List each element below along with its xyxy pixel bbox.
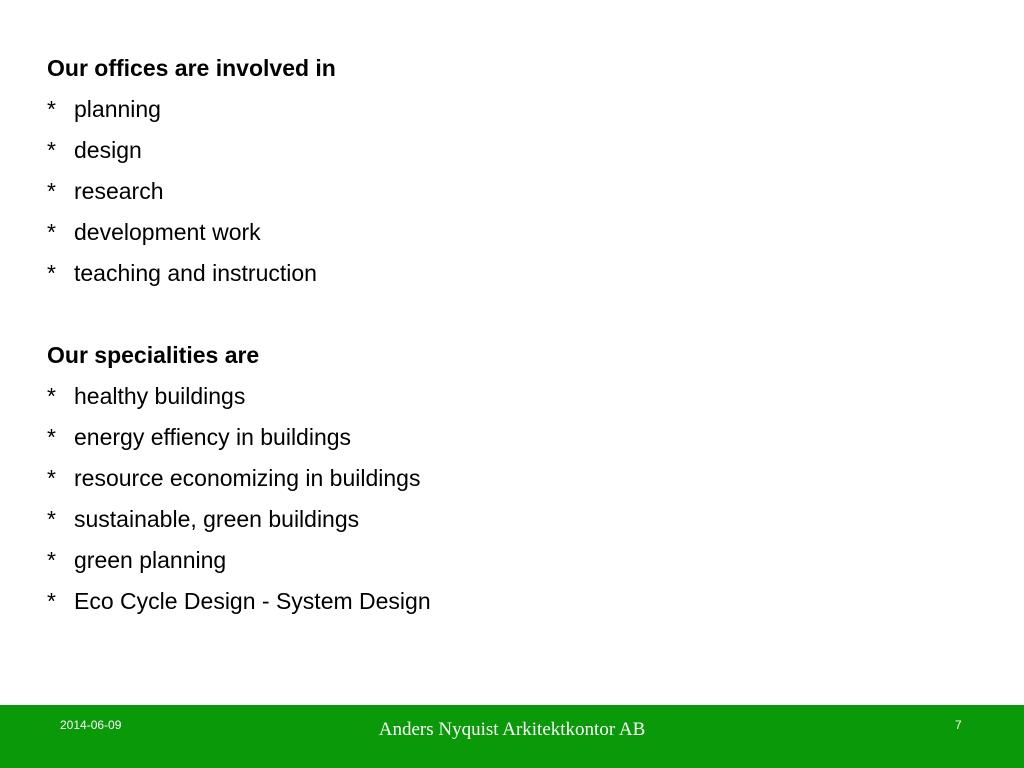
bullet-marker: * xyxy=(47,260,56,286)
footer-bar xyxy=(0,705,1024,768)
list-item-text: sustainable, green buildings xyxy=(74,506,360,532)
list-item xyxy=(47,581,947,622)
bullet-marker: * xyxy=(47,383,56,409)
list-item-text: healthy buildings xyxy=(74,383,246,409)
section-heading-specialities: Our specialities are xyxy=(47,342,260,368)
list-item xyxy=(47,89,947,130)
bullet-marker: * xyxy=(47,178,56,204)
bullet-marker: * xyxy=(47,219,56,245)
bullet-marker: * xyxy=(47,137,56,163)
bullet-marker: * xyxy=(47,96,56,122)
list-item-text: design xyxy=(74,137,142,163)
list-item-text: green planning xyxy=(74,547,227,573)
bullet-marker: * xyxy=(47,506,56,532)
list-item xyxy=(47,253,947,294)
section-heading-offices: Our offices are involved in xyxy=(47,55,336,81)
list-item xyxy=(47,171,947,212)
section-spacer xyxy=(47,294,947,335)
list-item xyxy=(47,499,947,540)
list-item xyxy=(47,376,947,417)
bullet-marker: * xyxy=(47,547,56,573)
list-item-text: energy effiency in buildings xyxy=(74,424,352,450)
list-item xyxy=(47,212,947,253)
bullet-marker: * xyxy=(47,465,56,491)
list-item-text: planning xyxy=(74,96,161,122)
list-item-text: resource economizing in buildings xyxy=(74,465,421,491)
list-item xyxy=(47,130,947,171)
list-item xyxy=(47,417,947,458)
list-item-text: Eco Cycle Design - System Design xyxy=(74,588,431,614)
list-item xyxy=(47,540,947,581)
bullet-marker: * xyxy=(47,424,56,450)
page-number: 7 xyxy=(955,718,962,732)
list-item-text: development work xyxy=(74,219,261,245)
list-item-text: teaching and instruction xyxy=(74,260,317,286)
list-item-text: research xyxy=(74,178,164,204)
slide-content xyxy=(47,48,947,622)
list-item xyxy=(47,458,947,499)
footer-company-name: Anders Nyquist Arkitektkontor AB xyxy=(378,719,646,740)
footer-date: 2014-06-09 xyxy=(60,718,122,732)
bullet-marker: * xyxy=(47,588,56,614)
